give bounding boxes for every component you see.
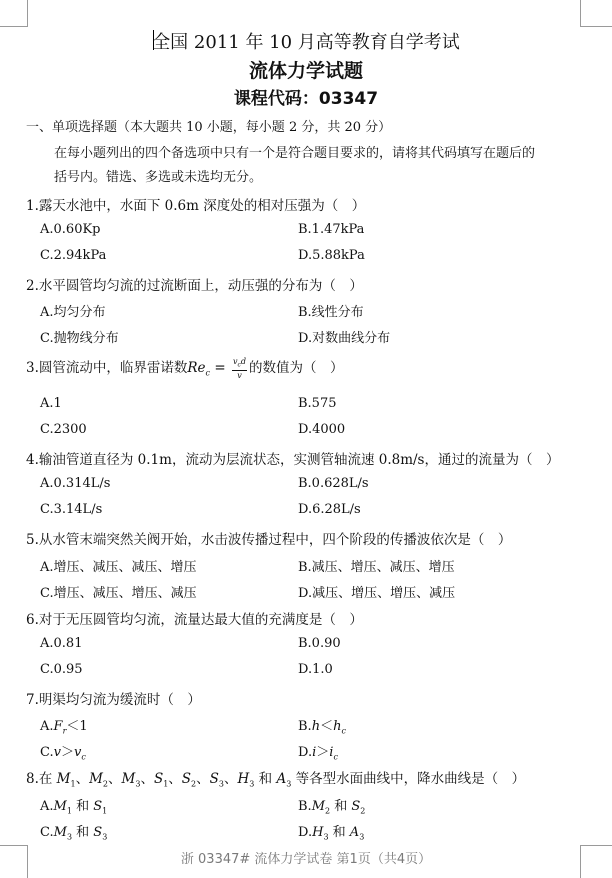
- question-4-option-b: B.0.628L/s: [298, 476, 369, 491]
- option-subscript-2: 1: [102, 806, 108, 816]
- question-4-option-c: C.3.14L/s: [40, 502, 103, 517]
- stem-text: 、: [108, 771, 122, 787]
- option-letter: A.: [40, 799, 54, 814]
- option-variable: H: [312, 825, 324, 840]
- question-7-option-a: [40, 715, 88, 736]
- curve-symbol: S: [181, 771, 192, 787]
- option-letter: B.: [298, 719, 312, 734]
- option-subscript: 2: [325, 806, 331, 816]
- stem-text: 、: [196, 771, 210, 787]
- exam-title: 全国 2011 年 10 月高等教育自学考试: [152, 32, 460, 53]
- question-4-option-d: D.6.28L/s: [298, 502, 361, 517]
- stem-text: 、: [223, 771, 238, 787]
- reynolds-symbol: Re: [187, 360, 206, 376]
- curve-subscript: 3: [218, 779, 224, 789]
- stem-text: 和: [254, 771, 277, 787]
- curve-symbol: S: [209, 771, 219, 787]
- question-5-option-b: B.减压、增压、减压、增压: [298, 560, 455, 575]
- curve-subscript: 1: [163, 779, 169, 789]
- question-1-option-b: B.1.47kPa: [298, 222, 365, 237]
- option-relation: 和: [330, 799, 352, 814]
- question-7-option-c: [40, 741, 86, 762]
- question-3-option-b: B.575: [298, 396, 337, 411]
- option-relation: 和: [72, 825, 94, 840]
- option-subscript-2: c: [341, 726, 346, 736]
- crop-mark-tr-v: [580, 0, 581, 27]
- crop-mark-br-h: [580, 845, 612, 846]
- curve-subscript: 2: [191, 779, 197, 789]
- question-3-stem: [26, 356, 343, 380]
- curve-symbol: M: [121, 771, 136, 787]
- question-5-option-d: D.减压、增压、增压、减压: [298, 586, 456, 601]
- option-variable-2: v: [74, 745, 82, 760]
- subject-title: 流体力学试题: [248, 60, 363, 82]
- question-4-stem: 4.输油管道直径为 0.1m，流动为层流状态，实测管轴流速 0.8m/s，通过的流量为（ ）: [26, 452, 560, 468]
- option-relation: 和: [328, 825, 350, 840]
- formula-equals: =: [210, 360, 230, 376]
- question-8-option-b: [298, 795, 365, 816]
- question-2-option-a: A.均匀分布: [40, 305, 106, 320]
- question-8-stem: [26, 767, 525, 789]
- question-3-option-d: D.4000: [298, 422, 346, 437]
- option-relation: ＜: [320, 719, 334, 734]
- question-3-option-a: A.1: [40, 396, 62, 411]
- curve-symbol: M: [56, 771, 71, 787]
- curve-subscript: 1: [70, 779, 76, 789]
- question-7-option-d: [298, 741, 338, 762]
- question-1-option-c: C.2.94kPa: [40, 248, 107, 263]
- option-subscript-2: 3: [359, 832, 365, 842]
- option-relation: ＞: [316, 745, 330, 760]
- option-subscript-2: c: [333, 752, 338, 762]
- fraction-numerator-v: v: [232, 357, 238, 367]
- question-6-option-b: B.0.90: [298, 636, 341, 651]
- question-6-option-c: C.0.95: [40, 662, 83, 677]
- option-subscript: r: [62, 726, 67, 736]
- option-variable-2: h: [333, 719, 342, 734]
- option-relation: ＜1: [66, 719, 88, 734]
- section-instruction-1: 在每小题列出的四个备选项中只有一个是符合题目要求的，请将其代码填写在题后的: [54, 146, 536, 161]
- stem-text: 、: [140, 771, 154, 787]
- question-6-option-a: A.0.81: [40, 636, 83, 651]
- question-1-option-d: D.5.88kPa: [298, 248, 365, 263]
- question-8-option-d: [298, 821, 364, 842]
- option-variable: M: [53, 799, 67, 814]
- curve-symbol: M: [89, 771, 103, 787]
- curve-subscript: 3: [286, 779, 292, 789]
- question-2-option-d: D.对数曲线分布: [298, 331, 391, 346]
- question-1-stem: 1.露天水池中，水面下 0.6m 深度处的相对压强为（ ）: [26, 198, 366, 214]
- curve-symbol: H: [237, 771, 250, 787]
- option-subscript-2: 3: [102, 832, 108, 842]
- stem-text: 8.在: [26, 771, 57, 787]
- option-variable-2: A: [349, 825, 360, 840]
- reynolds-fraction: [232, 357, 247, 380]
- stem-text: 等各型水面曲线中，降水曲线是（ ）: [291, 771, 526, 787]
- stem-text: 、: [75, 771, 90, 787]
- question-5-option-c: C.增压、减压、增压、减压: [40, 586, 197, 601]
- curve-subscript: 3: [135, 779, 141, 789]
- option-variable: v: [53, 745, 61, 760]
- stem-text: 、: [168, 771, 182, 787]
- option-letter: D.: [298, 745, 313, 760]
- curve-subscript: 2: [102, 779, 109, 789]
- option-variable-2: S: [351, 799, 361, 814]
- crop-mark-bl-h: [0, 845, 28, 846]
- curve-subscript: 3: [249, 779, 255, 789]
- option-subscript: 3: [323, 832, 329, 842]
- question-6-option-d: D.1.0: [298, 662, 333, 677]
- reynolds-subscript: c: [205, 368, 211, 378]
- question-5-option-a: A.增压、减压、减压、增压: [40, 560, 197, 575]
- option-variable-2: S: [93, 799, 103, 814]
- question-6-stem: 6.对于无压圆管均匀流，流量达最大值的充满度是（ ）: [26, 612, 363, 628]
- question-1-option-a: A.0.60Kp: [40, 222, 101, 237]
- fraction-denominator: v: [237, 370, 242, 380]
- option-subscript-2: c: [81, 752, 86, 762]
- fraction-numerator-sub: c: [237, 361, 241, 369]
- curve-symbol: S: [153, 771, 164, 787]
- option-variable: F: [53, 719, 63, 734]
- section-heading: 一、单项选择题（本大题共 10 小题，每小题 2 分，共 20 分）: [26, 120, 392, 135]
- option-letter: A.: [40, 719, 54, 734]
- option-variable: h: [311, 719, 321, 734]
- fraction-numerator-rest: d: [240, 357, 246, 367]
- crop-mark-tl-v: [27, 0, 28, 27]
- question-5-stem: 5.从水管末端突然关阀开始，水击波传播过程中，四个阶段的传播波依次是（ ）: [26, 532, 512, 548]
- option-letter: B.: [298, 799, 312, 814]
- page-footer: 浙 03347# 流体力学试卷 第1页（共4页）: [180, 852, 432, 867]
- option-variable: M: [53, 825, 67, 840]
- option-variable: i: [312, 745, 317, 760]
- question-3-stem-pre: 3.圆管流动中，临界雷诺数: [26, 360, 188, 376]
- option-letter: C.: [40, 825, 54, 840]
- question-7-stem: 7.明渠均匀流为缓流时（ ）: [26, 692, 201, 708]
- course-code: 课程代码：03347: [233, 89, 379, 109]
- question-7-option-b: [298, 715, 346, 736]
- crop-mark-tl-h: [0, 26, 28, 27]
- option-subscript-2: 2: [360, 806, 366, 816]
- option-variable-2: S: [93, 825, 103, 840]
- question-3-option-c: C.2300: [40, 422, 87, 437]
- question-2-stem: 2.水平圆管均匀流的过流断面上，动压强的分布为（ ）: [26, 278, 363, 294]
- question-4-option-a: A.0.314L/s: [40, 476, 111, 491]
- option-relation: 和: [71, 799, 94, 814]
- option-letter: D.: [298, 825, 313, 840]
- option-relation: ＞: [60, 745, 74, 760]
- option-letter: C.: [40, 745, 54, 760]
- question-2-option-c: C.抛物线分布: [40, 331, 119, 346]
- option-variable-2: i: [329, 745, 334, 760]
- curve-symbol: A: [276, 771, 287, 787]
- question-8-option-a: [40, 795, 107, 816]
- question-8-option-c: [40, 821, 107, 842]
- option-subscript: 1: [66, 806, 72, 816]
- option-subscript: 3: [66, 832, 73, 842]
- question-2-option-b: B.线性分布: [298, 305, 364, 320]
- question-3-stem-post: 的数值为（ ）: [248, 360, 344, 376]
- option-variable: M: [311, 799, 325, 814]
- crop-mark-tr-h: [580, 26, 612, 27]
- section-instruction-2: 括号内。错选、多选或未选均无分。: [54, 170, 263, 185]
